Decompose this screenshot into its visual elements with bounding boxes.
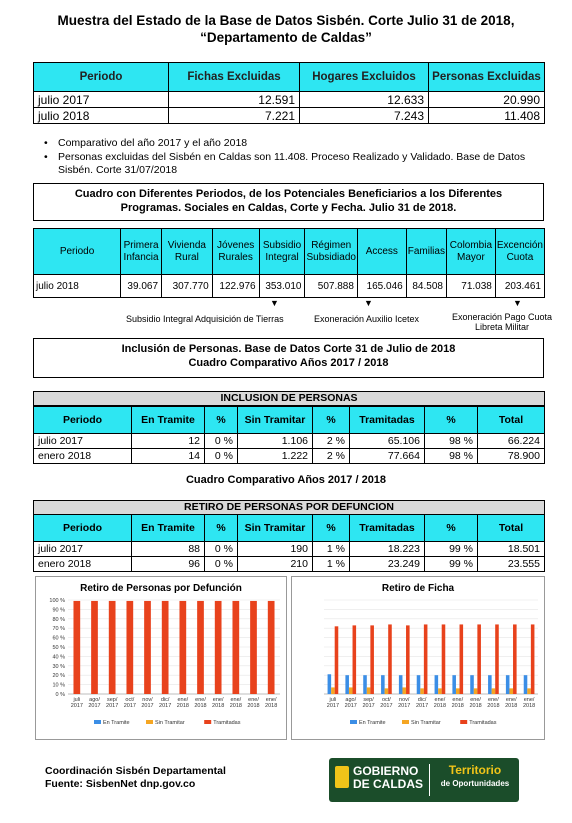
note-line: Libreta Militar [474, 322, 530, 332]
x-tick-label: 2017 [159, 703, 172, 709]
programs-table [33, 228, 545, 298]
x-tick-label: 2018 [229, 703, 242, 709]
x-tick-label: 2017 [106, 703, 119, 709]
x-tick-label: juli [329, 697, 337, 703]
bar-sin-tramitar [509, 688, 513, 694]
col-header: Excención Cuota [495, 229, 544, 275]
cell: 0 % [205, 557, 238, 572]
cell: 507.888 [305, 275, 357, 298]
legend-label: Sin Tramitar [411, 720, 441, 726]
cell: 39.067 [121, 275, 162, 298]
x-tick-label: ene/ [177, 697, 189, 703]
x-tick-label: 2017 [70, 703, 83, 709]
x-tick-label: ago/ [89, 697, 100, 703]
y-tick-label: 20 % [52, 673, 65, 680]
note-subsidio: Subsidio Integral Adquisición de Tierras [126, 314, 284, 324]
col-header: En Tramite [132, 515, 205, 542]
legend-swatch [204, 720, 211, 724]
note-icetex: Exoneración Auxilio Icetex [314, 314, 420, 324]
cell: 98 % [425, 449, 478, 464]
table-row [34, 434, 545, 449]
x-tick-label: juli [73, 697, 81, 703]
title-line1: Muestra del Estado de la Base de Datos Sisbén. Corte Julio 31 de 2018, [57, 13, 515, 28]
cell: 18.223 [350, 542, 425, 557]
bar-en-tramite [488, 675, 492, 694]
col-header: Familias [406, 229, 446, 275]
y-tick-label: 30 % [52, 663, 65, 670]
bar-tramitadas [353, 625, 357, 694]
col-header: Sin Tramitar [238, 515, 313, 542]
bar-sin-tramitar [492, 688, 496, 694]
legend-label: En Tramite [359, 720, 386, 726]
x-tick-label: 2018 [522, 703, 536, 709]
cell: 96 [132, 557, 205, 572]
inclusion-title: INCLUSION DE PERSONAS [33, 391, 545, 406]
bar-tramitadas [250, 601, 257, 694]
col-header: % [425, 407, 478, 434]
col-header: Tramitadas [350, 407, 425, 434]
x-tick-label: 2018 [212, 703, 225, 709]
bar-tramitadas [109, 601, 116, 694]
bullet-item [44, 151, 538, 177]
legend-swatch [94, 720, 101, 724]
cell: 2 % [313, 449, 350, 464]
cell: enero 2018 [34, 557, 132, 572]
col-header: Jóvenes Rurales [212, 229, 259, 275]
x-tick-label: 2017 [380, 703, 393, 709]
bar-en-tramite [328, 674, 332, 694]
legend-swatch [350, 720, 357, 724]
programs-box [33, 183, 544, 221]
cell: 165.046 [357, 275, 406, 298]
x-tick-label: ene/ [265, 697, 277, 703]
x-tick-label: 2018 [176, 703, 189, 709]
bar-en-tramite [399, 675, 403, 694]
bar-sin-tramitar [420, 688, 424, 694]
cell: 1 % [313, 557, 350, 572]
y-tick-label: 80 % [52, 616, 65, 623]
x-tick-label: ene/ [488, 697, 499, 703]
bullet-icon: • [44, 151, 48, 163]
col-header: Total [478, 515, 545, 542]
x-tick-label: ene/ [434, 697, 446, 703]
x-tick-label: ene/ [470, 697, 481, 703]
cell: 84.508 [406, 275, 446, 298]
col-hogares: Hogares Excluidos [300, 63, 429, 92]
logo-text: Territorio [448, 763, 502, 777]
cell: 20.990 [429, 92, 545, 108]
cell: 2 % [313, 434, 350, 449]
page-title [0, 12, 572, 46]
bar-tramitadas [495, 624, 499, 694]
cell: 78.900 [478, 449, 545, 464]
col-personas: Personas Excluidas [429, 63, 545, 92]
box-line: Programas. Sociales en Caldas, Corte y Fecha. Julio 31 de 2018. [120, 202, 457, 214]
x-tick-label: oct/ [381, 697, 391, 703]
x-tick-label: 2018 [451, 703, 464, 709]
cell: 88 [132, 542, 205, 557]
col-header: En Tramite [132, 407, 205, 434]
x-tick-label: 2018 [265, 703, 278, 709]
bar-en-tramite [435, 675, 439, 694]
table-row [34, 275, 545, 298]
box-line: Inclusión de Personas. Base de Datos Corte 31 de Julio de 2018 [121, 343, 456, 355]
col-header: Vivienda Rural [162, 229, 213, 275]
bar-tramitadas [126, 601, 133, 694]
bar-tramitadas [215, 601, 222, 694]
x-tick-label: ene/ [523, 697, 535, 703]
bullet-icon: • [44, 137, 48, 149]
caption: Cuadro Comparativo Años 2017 / 2018 [185, 474, 387, 486]
y-tick-label: 60 % [52, 635, 65, 642]
cell: 12.633 [300, 92, 429, 108]
cell: julio 2017 [34, 542, 132, 557]
table-row [34, 92, 545, 108]
x-tick-label: 2018 [433, 703, 447, 709]
x-tick-label: sep/ [106, 697, 118, 703]
y-tick-label: 100 % [49, 598, 65, 604]
cell: julio 2018 [34, 275, 121, 298]
legend-swatch [460, 720, 467, 724]
col-header: Periodo [34, 515, 132, 542]
y-tick-label: 90 % [52, 607, 65, 614]
col-header: Primera Infancia [121, 229, 162, 275]
footer [45, 765, 226, 791]
bar-en-tramite [452, 675, 456, 694]
retiro-table [33, 514, 545, 572]
cell: julio 2017 [34, 434, 132, 449]
bar-tramitadas [268, 601, 275, 694]
arrow-down-icon: ▼ [270, 298, 279, 308]
bar-en-tramite [417, 675, 421, 694]
retiro-title: RETIRO DE PERSONAS POR DEFUNCION [33, 500, 545, 515]
table-row [34, 108, 545, 124]
bar-tramitadas [388, 624, 392, 694]
cell: 12 [132, 434, 205, 449]
bar-tramitadas [406, 625, 410, 694]
col-fichas: Fichas Excluidas [169, 63, 300, 92]
bar-tramitadas [531, 624, 535, 694]
bar-tramitadas [424, 624, 428, 694]
table-row [34, 449, 545, 464]
chart-defuncion-svg [36, 594, 286, 739]
cell: 190 [238, 542, 313, 557]
cell: 99 % [425, 542, 478, 557]
bar-tramitadas [197, 601, 204, 694]
x-tick-label: 2017 [362, 703, 375, 709]
bar-en-tramite [470, 675, 474, 694]
cell: 203.461 [495, 275, 544, 298]
cell: julio 2017 [34, 92, 169, 108]
col-header: Access [357, 229, 406, 275]
cell: 0 % [205, 449, 238, 464]
bullet-text: Personas excluidas del Sisbén en Caldas son 11.408. Proceso Realizado y Validado. Base de Datos Sisbén. Corte 31/07/2018 [58, 151, 526, 176]
x-tick-label: 2017 [123, 703, 136, 709]
bar-tramitadas [232, 601, 239, 694]
cell: 1.106 [238, 434, 313, 449]
x-tick-label: 2017 [141, 703, 154, 709]
exclusion-table [33, 62, 545, 124]
cell: 11.408 [429, 108, 545, 124]
bar-sin-tramitar [438, 688, 442, 694]
logo-right [435, 764, 515, 790]
bar-sin-tramitar [456, 688, 460, 694]
col-header: Subsidio Integral [259, 229, 305, 275]
x-tick-label: oct/ [125, 697, 135, 703]
bar-en-tramite [524, 675, 528, 694]
box-line: Cuadro con Diferentes Periodos, de los Potenciales Beneficiarios a los Diferentes [74, 188, 503, 200]
legend-label: Sin Tramitar [155, 720, 185, 726]
title-line2: “Departamento de Caldas” [200, 30, 372, 45]
cell: 23.555 [478, 557, 545, 572]
col-header: Sin Tramitar [238, 407, 313, 434]
bar-en-tramite [381, 675, 385, 694]
bar-tramitadas [460, 624, 464, 694]
x-tick-label: 2017 [398, 703, 411, 709]
x-tick-label: ago/ [345, 697, 357, 703]
x-tick-label: ene/ [230, 697, 242, 703]
bar-sin-tramitar [349, 687, 353, 694]
legend-swatch [146, 720, 153, 724]
bar-tramitadas [370, 625, 374, 694]
cell: 1 % [313, 542, 350, 557]
bar-sin-tramitar [331, 687, 335, 694]
legend-label: Tramitadas [213, 720, 241, 726]
bar-tramitadas [179, 601, 186, 694]
table-row [34, 557, 545, 572]
x-tick-label: nov/ [399, 697, 410, 703]
col-header: Régimen Subsidiado [305, 229, 357, 275]
x-tick-label: dic/ [160, 697, 170, 703]
x-tick-label: ene/ [195, 697, 206, 703]
box-line: Cuadro Comparativo Años 2017 / 2018 [188, 357, 389, 369]
shield-icon [335, 766, 349, 788]
x-tick-label: 2018 [505, 703, 518, 709]
x-tick-label: 2017 [344, 703, 357, 709]
inclusion-table [33, 406, 545, 464]
cell: 12.591 [169, 92, 300, 108]
col-header: Periodo [34, 407, 132, 434]
col-header: % [313, 407, 350, 434]
note-libreta [447, 312, 557, 332]
bar-tramitadas [477, 624, 481, 694]
cell: 99 % [425, 557, 478, 572]
chart-title: Retiro de Ficha [381, 583, 455, 594]
x-tick-label: dic/ [417, 697, 427, 703]
bar-en-tramite [363, 675, 367, 694]
y-tick-label: 50 % [52, 645, 65, 651]
col-header: % [425, 515, 478, 542]
col-header: Total [478, 407, 545, 434]
x-tick-label: 2017 [88, 703, 101, 709]
cell: 353.010 [259, 275, 305, 298]
bullet-text: Comparativo del año 2017 y el año 2018 [58, 137, 248, 149]
cell: 122.976 [212, 275, 259, 298]
bar-sin-tramitar [474, 688, 478, 694]
bullet-item [44, 137, 538, 150]
legend-label: En Tramite [103, 720, 130, 726]
col-periodo: Periodo [34, 229, 121, 275]
bar-tramitadas [73, 601, 80, 694]
note-line: Exoneración Pago Cuota [451, 312, 553, 322]
cell: 18.501 [478, 542, 545, 557]
logo-text: DE CALDAS [353, 777, 424, 791]
cell: 0 % [205, 542, 238, 557]
logo-divider [429, 764, 430, 796]
chart-title: Retiro de Personas por Defunción [80, 583, 242, 594]
cell: 307.770 [162, 275, 213, 298]
gobierno-caldas-logo [329, 758, 519, 802]
x-tick-label: 2018 [194, 703, 207, 709]
x-tick-label: nov/ [142, 697, 153, 703]
x-tick-label: 2018 [487, 703, 500, 709]
cell: 98 % [425, 434, 478, 449]
chart-defuncion [35, 576, 287, 740]
bar-sin-tramitar [385, 688, 389, 694]
bar-en-tramite [506, 675, 510, 694]
cell: 77.664 [350, 449, 425, 464]
bar-sin-tramitar [367, 687, 371, 694]
x-tick-label: ene/ [212, 697, 224, 703]
x-tick-label: ene/ [452, 697, 464, 703]
y-tick-label: 40 % [52, 654, 65, 661]
bar-tramitadas [335, 626, 339, 694]
bar-sin-tramitar [402, 687, 406, 694]
x-tick-label: 2017 [326, 703, 340, 709]
footer-line: Coordinación Sisbén Departamental [45, 765, 226, 777]
cell: 65.106 [350, 434, 425, 449]
col-header: Tramitadas [350, 515, 425, 542]
cell: 210 [238, 557, 313, 572]
x-tick-label: 2018 [469, 703, 482, 709]
col-header: % [205, 407, 238, 434]
bar-en-tramite [345, 675, 349, 694]
y-tick-label: 0 % [55, 692, 65, 698]
bar-tramitadas [162, 601, 169, 694]
cell: 7.243 [300, 108, 429, 124]
cell: 0 % [205, 434, 238, 449]
chart-ficha [291, 576, 545, 740]
legend-swatch [402, 720, 409, 724]
chart-ficha-svg [292, 594, 544, 739]
arrow-down-icon: ▼ [364, 298, 373, 308]
table-row [34, 542, 545, 557]
bar-tramitadas [442, 624, 446, 694]
cell: 23.249 [350, 557, 425, 572]
cell: julio 2018 [34, 108, 169, 124]
logo-text: de Oportunidades [440, 779, 510, 788]
bar-tramitadas [144, 601, 151, 694]
bar-sin-tramitar [527, 688, 531, 694]
cell: 7.221 [169, 108, 300, 124]
col-header: Colombia Mayor [446, 229, 495, 275]
x-tick-label: ene/ [505, 697, 517, 703]
cell: enero 2018 [34, 449, 132, 464]
y-tick-label: 10 % [52, 682, 65, 689]
x-tick-label: 2017 [415, 703, 429, 709]
x-tick-label: sep/ [363, 697, 374, 703]
cell: 71.038 [446, 275, 495, 298]
legend-label: Tramitadas [469, 720, 497, 726]
cell: 66.224 [478, 434, 545, 449]
col-periodo: Periodo [34, 63, 169, 92]
cell: 14 [132, 449, 205, 464]
logo-text: GOBIERNO [353, 764, 419, 778]
y-tick-label: 70 % [52, 626, 65, 633]
x-tick-label: 2018 [247, 703, 260, 709]
inclusion-box [33, 338, 544, 378]
footer-line: Fuente: SisbenNet dnp.gov.co [45, 778, 196, 790]
x-tick-label: ene/ [248, 697, 259, 703]
cell: 1.222 [238, 449, 313, 464]
bar-tramitadas [91, 601, 98, 694]
logo-left [353, 765, 423, 791]
col-header: % [313, 515, 350, 542]
arrow-down-icon: ▼ [513, 298, 522, 308]
col-header: % [205, 515, 238, 542]
bar-tramitadas [513, 624, 517, 694]
